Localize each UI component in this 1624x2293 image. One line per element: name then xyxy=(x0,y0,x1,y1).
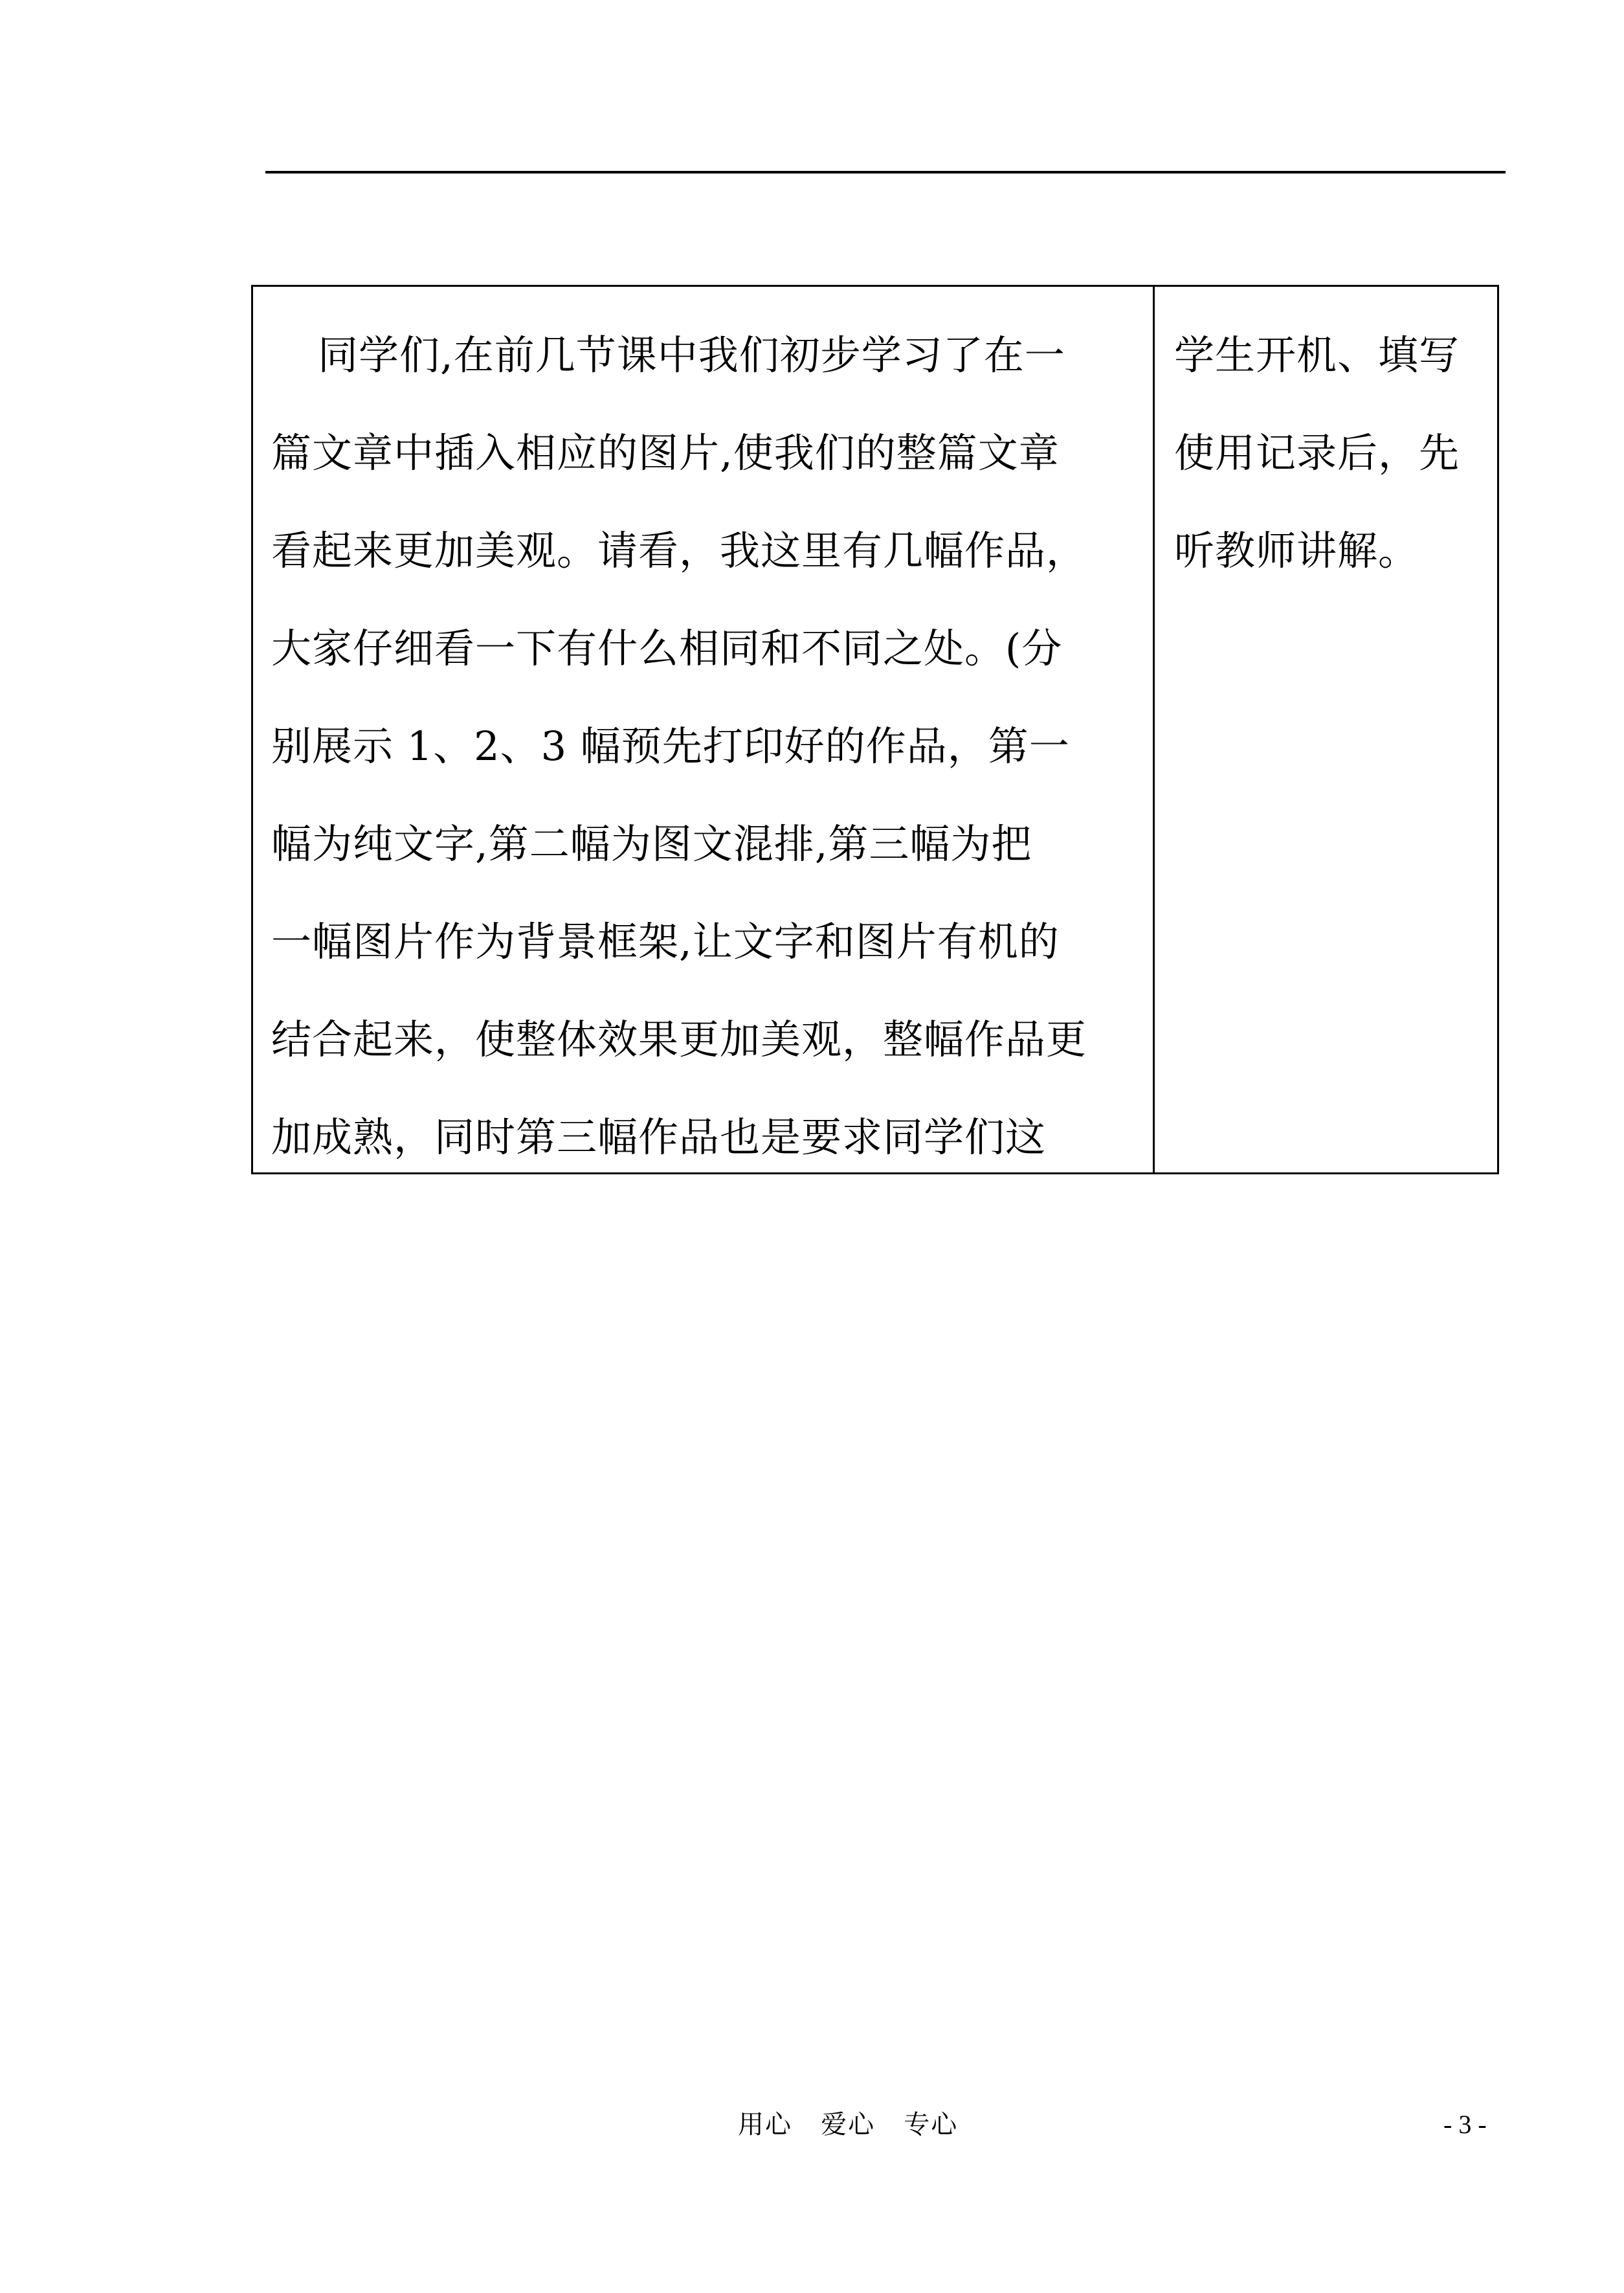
main-text-line: 别展示 1、2、3 幅预先打印好的作品，第一 xyxy=(271,722,1070,770)
footer-slogan: 用心 爱心 专心 xyxy=(738,2110,959,2140)
side-text-line: 使用记录后，先 xyxy=(1174,429,1460,476)
main-text-line: 同学们,在前几节课中我们初步学习了在一 xyxy=(318,331,1065,379)
side-text-line: 学生开机、填写 xyxy=(1174,331,1460,379)
teacher-activity-cell xyxy=(253,287,1155,1172)
main-text-line: 一幅图片作为背景框架,让文字和图片有机的 xyxy=(271,918,1060,965)
student-activity-cell xyxy=(1155,287,1497,1172)
main-text-line: 结合起来，使整体效果更加美观，整幅作品更 xyxy=(271,1016,1087,1063)
main-text-line: 幅为纯文字,第二幅为图文混排,第三幅为把 xyxy=(271,820,1032,867)
side-text-line: 听教师讲解。 xyxy=(1174,527,1419,574)
header-rule xyxy=(265,171,1506,173)
main-text-line: 大家仔细看一下有什么相同和不同之处。(分 xyxy=(271,625,1063,672)
main-text-line: 篇文章中插入相应的图片,使我们的整篇文章 xyxy=(271,429,1060,476)
main-text-line: 加成熟，同时第三幅作品也是要求同学们这 xyxy=(271,1113,1047,1161)
content-table xyxy=(251,285,1499,1174)
main-text-line: 看起来更加美观。请看，我这里有几幅作品， xyxy=(271,527,1087,574)
page-number: - 3 - xyxy=(1443,2110,1487,2139)
